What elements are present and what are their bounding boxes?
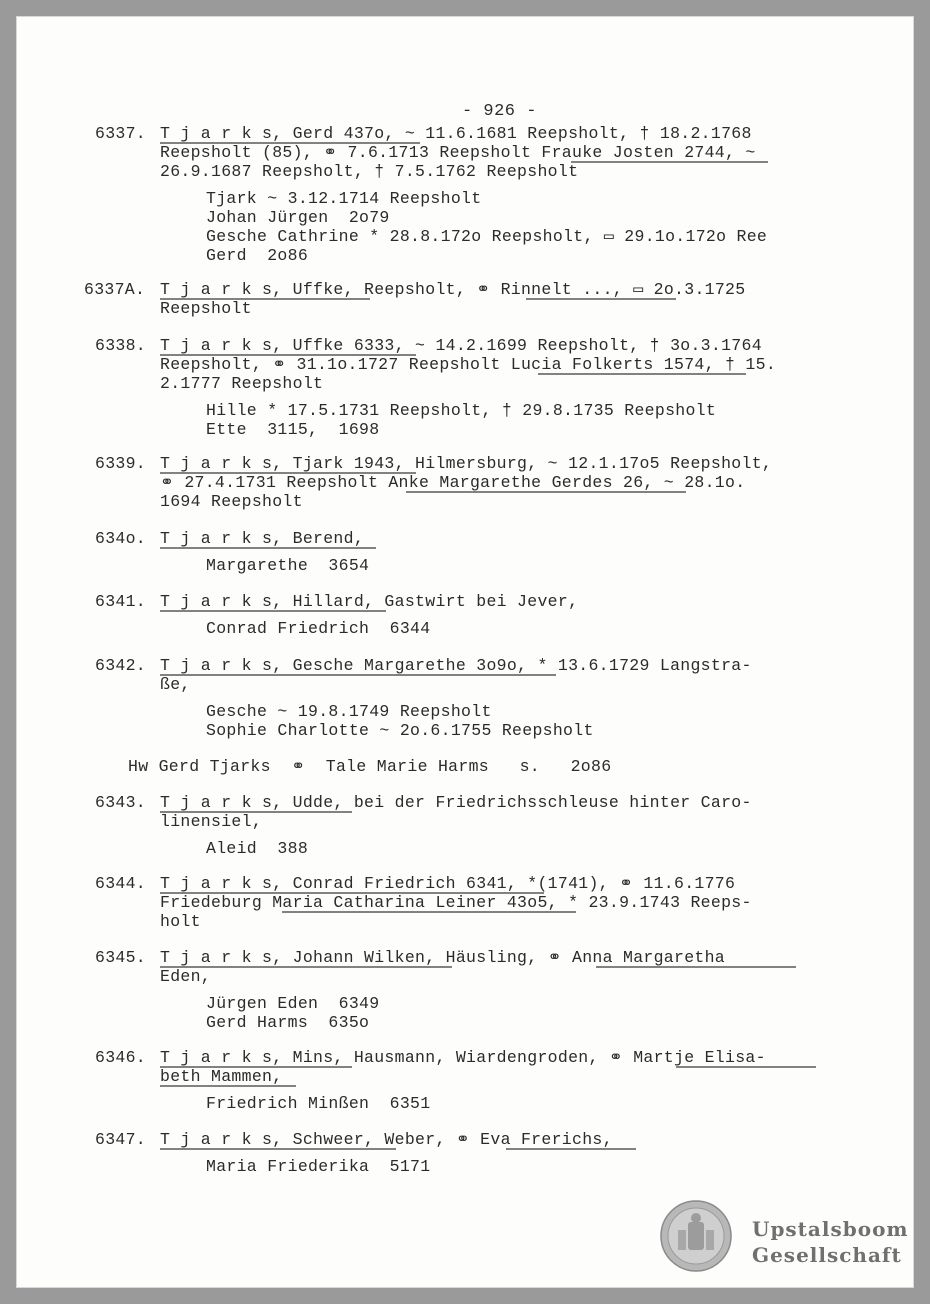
entry-number: 6338. — [95, 336, 147, 355]
hw-note: Hw Gerd Tjarks ⚭ Tale Marie Harms s. 2o86 — [128, 757, 612, 776]
entry-number: 6337. — [95, 124, 147, 143]
child-line: Sophie Charlotte ~ 2o.6.1755 Reepsholt — [206, 721, 594, 740]
entry-line: T j a r k s, Conrad Friedrich 6341, *(1741), ⚭ 11.6.1776 — [160, 874, 736, 893]
entry-line: T j a r k s, Uffke, Reepsholt, ⚭ Rinnelt ..., ▭ 2o.3.1725 — [160, 280, 746, 299]
entry-line: ⚭ 27.4.1731 Reepsholt Anke Margarethe Gerdes 26, ~ 28.1o. — [160, 473, 746, 492]
entry-line: 26.9.1687 Reepsholt, † 7.5.1762 Reepsholt — [160, 162, 579, 181]
entry-number: 6341. — [95, 592, 147, 611]
child-line: Ette 3115, 1698 — [206, 420, 380, 439]
entry-line: T j a r k s, Hillard, Gastwirt bei Jever, — [160, 592, 579, 611]
child-line: Jürgen Eden 6349 — [206, 994, 380, 1013]
brand-line1: Upstalsboom — [752, 1217, 909, 1241]
seal-icon — [660, 1200, 732, 1272]
entry-line: Reepsholt, ⚭ 31.1o.1727 Reepsholt Lucia Folkerts 1574, † 15. — [160, 355, 777, 374]
child-line: Aleid 388 — [206, 839, 309, 858]
entry-number: 6343. — [95, 793, 147, 812]
entry-number: 6347. — [95, 1130, 147, 1149]
child-line: Gerd Harms 635o — [206, 1013, 370, 1032]
entry-line: Eden, — [160, 967, 212, 986]
page-number: - 926 - — [462, 102, 537, 121]
child-line: Conrad Friedrich 6344 — [206, 619, 431, 638]
entry-line: holt — [160, 912, 201, 931]
entry-line: T j a r k s, Schweer, Weber, ⚭ Eva Frerichs, — [160, 1130, 613, 1149]
entry-line: linensiel, — [160, 812, 263, 831]
child-line: Tjark ~ 3.12.1714 Reepsholt — [206, 189, 482, 208]
entry-line: T j a r k s, Gesche Margarethe 3o9o, * 13.6.1729 Langstra- — [160, 656, 752, 675]
entry-line: T j a r k s, Tjark 1943, Hilmersburg, ~ 12.1.17o5 Reepsholt, — [160, 454, 773, 473]
entry-line: Reepsholt — [160, 299, 252, 318]
entry-line: T j a r k s, Johann Wilken, Häusling, ⚭ Anna Margaretha — [160, 948, 726, 967]
entry-line: T j a r k s, Uffke 6333, ~ 14.2.1699 Reepsholt, † 3o.3.1764 — [160, 336, 762, 355]
entry-line: T j a r k s, Berend, — [160, 529, 365, 548]
child-line: Margarethe 3654 — [206, 556, 370, 575]
entry-number: 6344. — [95, 874, 147, 893]
child-line: Hille * 17.5.1731 Reepsholt, † 29.8.1735 Reepsholt — [206, 401, 717, 420]
child-line: Maria Friederika 5171 — [206, 1157, 431, 1176]
brand-text — [752, 1216, 909, 1268]
entry-number: 634o. — [95, 529, 147, 548]
entry-line: Reepsholt (85), ⚭ 7.6.1713 Reepsholt Frauke Josten 2744, ~ — [160, 143, 756, 162]
child-line: Johan Jürgen 2o79 — [206, 208, 390, 227]
entry-line: 2.1777 Reepsholt — [160, 374, 324, 393]
brand-line2: Gesellschaft — [752, 1243, 902, 1267]
entry-line: Friedeburg Maria Catharina Leiner 43o5, * 23.9.1743 Reeps- — [160, 893, 752, 912]
child-line: Gesche ~ 19.8.1749 Reepsholt — [206, 702, 492, 721]
document-page — [16, 16, 914, 1288]
entry-number: 6337A. — [84, 280, 146, 299]
entry-number: 6342. — [95, 656, 147, 675]
entry-number: 6339. — [95, 454, 147, 473]
entry-line: T j a r k s, Mins, Hausmann, Wiardengroden, ⚭ Martje Elisa- — [160, 1048, 766, 1067]
entry-line: 1694 Reepsholt — [160, 492, 303, 511]
child-line: Friedrich Minßen 6351 — [206, 1094, 431, 1113]
entry-number: 6346. — [95, 1048, 147, 1067]
entry-line: T j a r k s, Gerd 437o, ~ 11.6.1681 Reepsholt, † 18.2.1768 — [160, 124, 752, 143]
child-line: Gesche Cathrine * 28.8.172o Reepsholt, ▭ 29.1o.172o Ree — [206, 227, 768, 246]
entry-line: beth Mammen, — [160, 1067, 283, 1086]
entry-number: 6345. — [95, 948, 147, 967]
child-line: Gerd 2o86 — [206, 246, 309, 265]
entry-line: T j a r k s, Udde, bei der Friedrichsschleuse hinter Caro- — [160, 793, 752, 812]
entry-line: ße, — [160, 675, 191, 694]
